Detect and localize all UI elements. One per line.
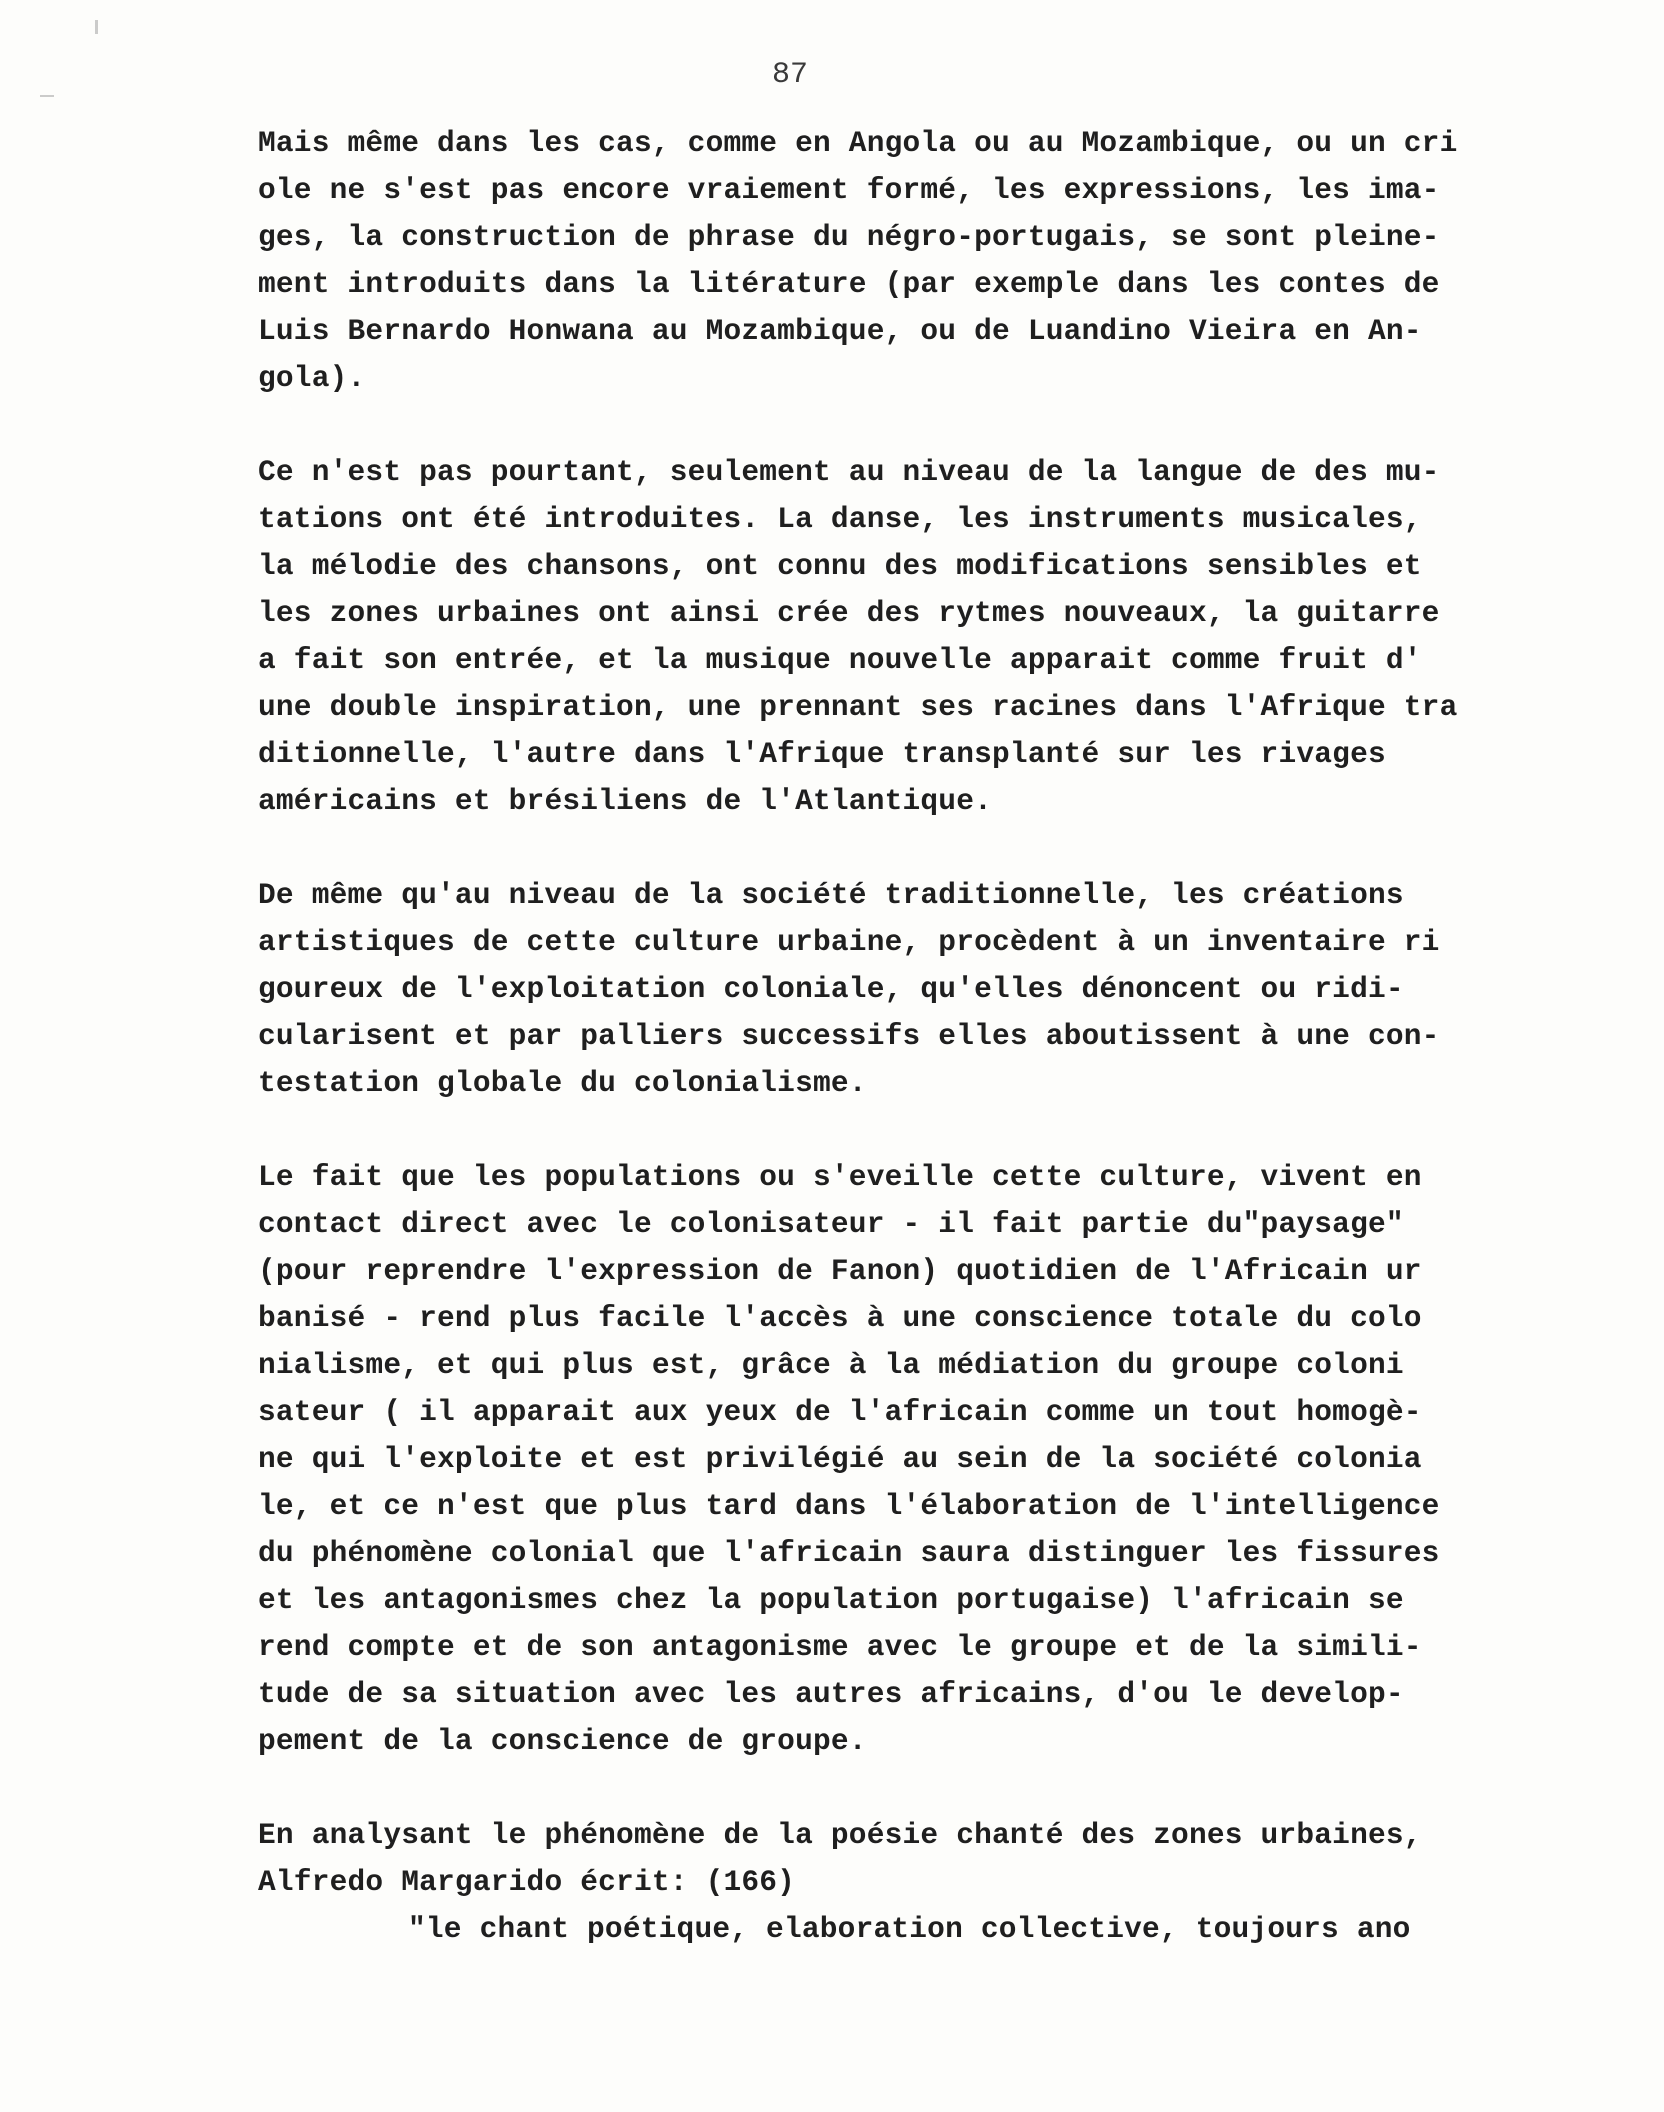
paragraph-artistic-creations [258, 872, 1638, 1107]
text-line: a fait son entrée, et la musique nouvelle apparait comme fruit d' [258, 643, 1422, 677]
text-line: tations ont été introduites. La danse, les instruments musicales, [258, 502, 1422, 536]
text-line: gola). [258, 361, 366, 395]
text-line: ment introduits dans la litérature (par exemple dans les contes de [258, 267, 1440, 301]
text-line: Ce n'est pas pourtant, seulement au niveau de la langue de des mu- [258, 455, 1440, 489]
text-line: du phénomène colonial que l'africain saura distinguer les fissures [258, 1536, 1440, 1570]
paragraph-poetry-analysis [258, 1812, 1638, 1953]
document-body [258, 120, 1638, 2000]
text-line: testation globale du colonialisme. [258, 1066, 867, 1100]
text-line: américains et brésiliens de l'Atlantique. [258, 784, 993, 818]
paragraph-creole-expressions [258, 120, 1638, 402]
text-line: rend compte et de son antagonisme avec le groupe et de la simili- [258, 1630, 1422, 1664]
text-line: banisé - rend plus facile l'accès à une conscience totale du colo [258, 1301, 1422, 1335]
text-line: cularisent et par palliers successifs elles aboutissent à une con- [258, 1019, 1440, 1053]
text-line: ditionnelle, l'autre dans l'Afrique transplanté sur les rivages [258, 737, 1386, 771]
text-line: Alfredo Margarido écrit: (166) [258, 1865, 796, 1899]
scan-speck-top-left [95, 20, 98, 34]
page-number: 87 [771, 58, 808, 92]
scan-speck-left-edge [40, 95, 54, 97]
text-line: artistiques de cette culture urbaine, procèdent à un inventaire ri [258, 925, 1440, 959]
text-line: et les antagonismes chez la population portugaise) l'africain se [258, 1583, 1404, 1617]
text-line: Le fait que les populations ou s'eveille cette culture, vivent en [258, 1160, 1422, 1194]
text-line: De même qu'au niveau de la société traditionnelle, les créations [258, 878, 1404, 912]
text-line: pement de la conscience de groupe. [258, 1724, 867, 1758]
text-line: tude de sa situation avec les autres africains, d'ou le develop- [258, 1677, 1404, 1711]
paragraph-music-mutations [258, 449, 1638, 825]
text-line: Mais même dans les cas, comme en Angola ou au Mozambique, ou un cri [258, 126, 1458, 160]
text-line: (pour reprendre l'expression de Fanon) quotidien de l'Africain ur [258, 1254, 1422, 1288]
text-line: une double inspiration, une prennant ses racines dans l'Afrique tra [258, 690, 1458, 724]
text-line: nialisme, et qui plus est, grâce à la médiation du groupe coloni [258, 1348, 1404, 1382]
text-line: Luis Bernardo Honwana au Mozambique, ou de Luandino Vieira en An- [258, 314, 1422, 348]
paragraph-colonial-contact [258, 1154, 1638, 1765]
text-line: ne qui l'exploite et est privilégié au sein de la société colonia [258, 1442, 1422, 1476]
text-line: En analysant le phénomène de la poésie chanté des zones urbaines, [258, 1818, 1422, 1852]
text-line: les zones urbaines ont ainsi crée des rytmes nouveaux, la guitarre [258, 596, 1440, 630]
text-line: contact direct avec le colonisateur - il fait partie du"paysage" [258, 1207, 1404, 1241]
text-line: le, et ce n'est que plus tard dans l'élaboration de l'intelligence [258, 1489, 1440, 1523]
text-line: la mélodie des chansons, ont connu des modifications sensibles et [258, 549, 1422, 583]
text-line: ges, la construction de phrase du négro-portugais, se sont pleine- [258, 220, 1440, 254]
text-line: ole ne s'est pas encore vraiement formé, les expressions, les ima- [258, 173, 1440, 207]
text-line: goureux de l'exploitation coloniale, qu'elles dénoncent ou ridi- [258, 972, 1404, 1006]
text-line: sateur ( il apparait aux yeux de l'africain comme un tout homogè- [258, 1395, 1422, 1429]
quotation-line: "le chant poétique, elaboration collective, toujours ano [408, 1912, 1411, 1946]
